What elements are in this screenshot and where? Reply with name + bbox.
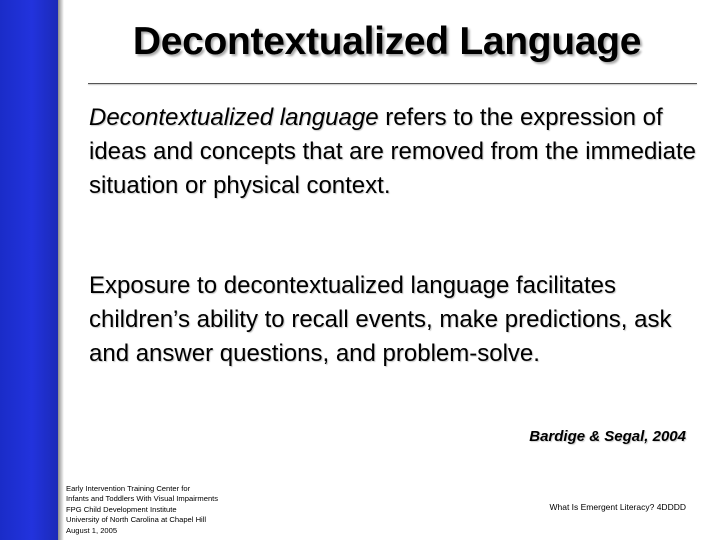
org-line: Infants and Toddlers With Visual Impairments [66,494,219,504]
decorative-sidebar [0,0,58,540]
org-line: August 1, 2005 [66,525,118,535]
definition-paragraph [89,101,699,203]
footer-slide-label: What Is Emergent Literacy? 4DDDD [549,502,686,512]
slide-title: Decontextualized Language [132,20,642,63]
definition-term: Decontextualized language [89,104,379,131]
citation: Bardige & Segal, 2004 [529,428,686,445]
definition-text: refers to the expression of ideas and concepts that are removed from the immediate situation or physical context. [89,104,696,199]
title-divider [88,83,697,84]
org-line: Early Intervention Training Center for [66,484,191,493]
exposure-paragraph: Exposure to decontextualized language facilitates children’s ability to recall events, make predictions, ask and answer questions, and problem-solve. [89,272,672,367]
org-line: FPG Child Development Institute [66,504,177,514]
organization-footer [66,484,296,536]
org-line: University of North Carolina at Chapel Hill [66,515,207,525]
